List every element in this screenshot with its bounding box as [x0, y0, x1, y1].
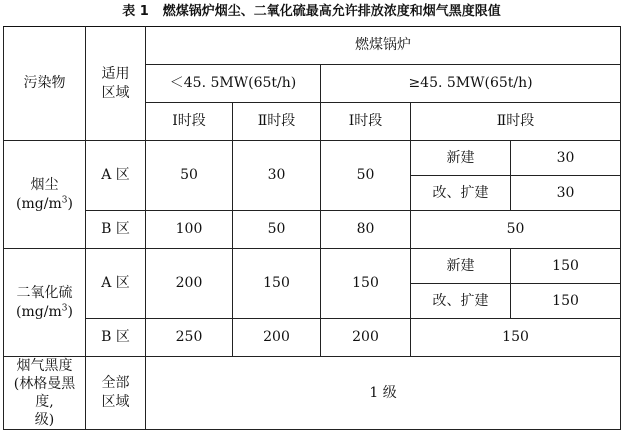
header-area-line2: 区域 — [101, 84, 130, 101]
dust-new-value: 30 — [511, 141, 621, 176]
header-low-stage-1: Ⅰ时段 — [146, 103, 233, 141]
caption-number: 表 1 — [122, 4, 149, 19]
smoke-area-line2: 区域 — [101, 394, 130, 410]
so2-label: 二氧化硫 — [16, 284, 73, 301]
header-area-line1: 适用 — [101, 65, 130, 82]
smoke-label-line3: 级) — [34, 412, 55, 428]
dust-b-high-stage2: 50 — [411, 211, 621, 249]
so2-zone-b: B 区 — [86, 319, 146, 357]
so2-b-low-stage1: 250 — [146, 319, 233, 357]
header-capacity-low: ＜45. 5MW(65t/h) — [146, 65, 321, 103]
dust-b-low-stage2: 50 — [233, 211, 321, 249]
so2-b-low-stage2: 200 — [233, 319, 321, 357]
so2-a-low-stage1: 200 — [146, 249, 233, 319]
smoke-label-line2: (林格曼黑度, — [13, 376, 76, 410]
smoke-value: 1 级 — [146, 357, 621, 430]
header-low-stage-2: Ⅱ时段 — [233, 103, 321, 141]
dust-row-b — [4, 211, 621, 249]
smoke-area-line1: 全部 — [101, 375, 130, 391]
smoke-label-line1: 烟气黑度 — [16, 358, 73, 374]
dust-label: 烟尘 — [30, 176, 59, 193]
smoke-row — [4, 357, 621, 430]
header-high-stage-1: Ⅰ时段 — [321, 103, 411, 141]
caption-text: 燃煤锅炉烟尘、二氧化硫最高允许排放浓度和烟气黑度限值 — [162, 4, 501, 19]
so2-b-high-stage2: 150 — [411, 319, 621, 357]
so2-ext-label: 改、扩建 — [411, 284, 511, 319]
dust-ext-value: 30 — [511, 176, 621, 211]
smoke-label-cell — [4, 357, 86, 430]
smoke-area-cell — [86, 357, 146, 430]
dust-a-low-stage2: 30 — [233, 141, 321, 211]
so2-row-a-new — [4, 249, 621, 284]
dust-new-label: 新建 — [411, 141, 511, 176]
dust-a-high-stage1: 50 — [321, 141, 411, 211]
dust-unit: $(mg/m^3)$ — [16, 194, 73, 212]
dust-b-low-stage1: 100 — [146, 211, 233, 249]
dust-zone-a: A 区 — [86, 141, 146, 211]
header-row-1 — [4, 27, 621, 65]
dust-a-low-stage1: 50 — [146, 141, 233, 211]
table-caption — [0, 4, 623, 20]
so2-unit: $(mg/m^3)$ — [16, 302, 73, 320]
so2-ext-value: 150 — [511, 284, 621, 319]
dust-row-a-new — [4, 141, 621, 176]
so2-new-label: 新建 — [411, 249, 511, 284]
so2-a-low-stage2: 150 — [233, 249, 321, 319]
header-capacity-high: ≥45. 5MW(65t/h) — [321, 65, 621, 103]
so2-row-b — [4, 319, 621, 357]
dust-ext-label: 改、扩建 — [411, 176, 511, 211]
header-area — [86, 27, 146, 141]
dust-label-cell — [4, 141, 86, 249]
so2-zone-a: A 区 — [86, 249, 146, 319]
so2-label-cell — [4, 249, 86, 357]
header-boiler: 燃煤锅炉 — [146, 27, 621, 65]
so2-b-high-stage1: 200 — [321, 319, 411, 357]
dust-b-high-stage1: 80 — [321, 211, 411, 249]
dust-zone-b: B 区 — [86, 211, 146, 249]
emission-limits-table — [3, 26, 621, 430]
so2-new-value: 150 — [511, 249, 621, 284]
header-pollutant: 污染物 — [4, 27, 86, 141]
so2-a-high-stage1: 150 — [321, 249, 411, 319]
header-high-stage-2: Ⅱ时段 — [411, 103, 621, 141]
